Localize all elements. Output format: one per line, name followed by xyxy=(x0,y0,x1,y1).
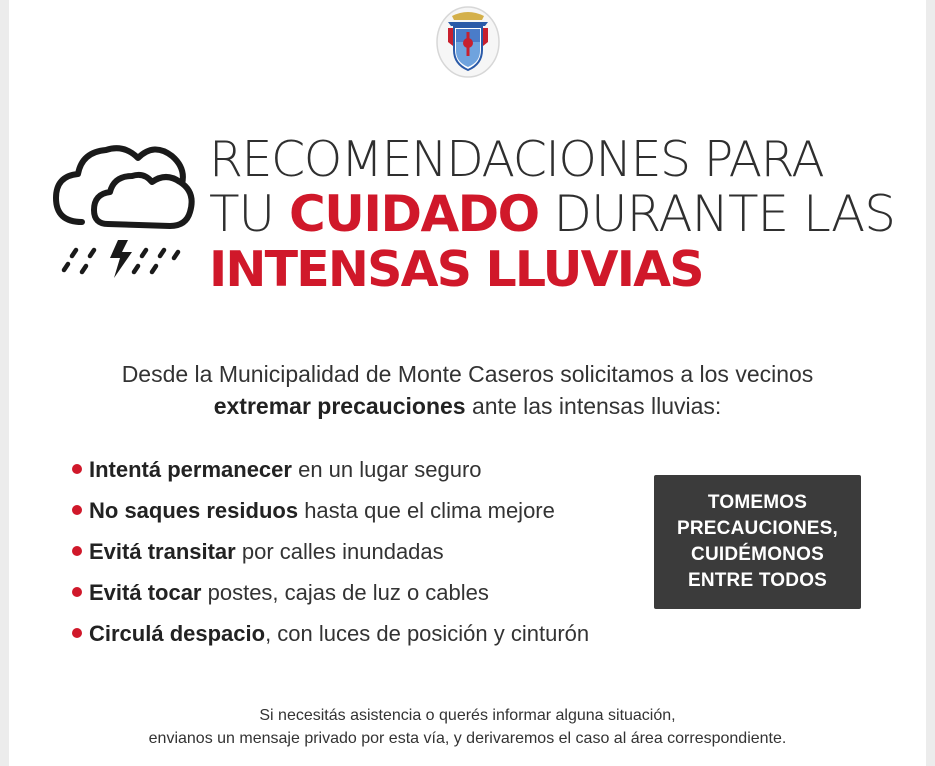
tip-text: , con luces de posición y cinturón xyxy=(265,621,590,646)
tip-item xyxy=(72,496,589,537)
tip-bold: No saques residuos xyxy=(89,498,299,523)
bullet-dot-icon xyxy=(72,587,82,597)
callout-line: PRECAUCIONES, xyxy=(677,518,838,539)
tip-text: hasta que el clima mejore xyxy=(298,498,555,523)
bullet-dot-icon xyxy=(72,505,82,515)
bullet-dot-icon xyxy=(72,546,82,556)
bullet-dot-icon xyxy=(72,628,82,638)
tips-list xyxy=(72,455,589,660)
headline-line-2-prefix: TU xyxy=(209,185,290,243)
tip-bold: Circulá despacio xyxy=(89,621,266,646)
intro-line-2 xyxy=(0,390,935,422)
bullet-dot-icon xyxy=(72,464,82,474)
storm-cloud-rain-icon xyxy=(48,132,196,292)
headline-line-1: RECOMENDACIONES PARA xyxy=(209,131,824,188)
footer-line-1: Si necesitás asistencia o querés informar alguna situación, xyxy=(259,707,676,724)
tip-item xyxy=(72,619,589,660)
footer-note xyxy=(0,704,935,750)
tip-bold: Evitá transitar xyxy=(89,539,236,564)
callout-line: TOMEMOS xyxy=(707,492,808,513)
tip-bold: Intentá permanecer xyxy=(89,457,292,482)
headline xyxy=(209,132,909,297)
tip-item xyxy=(72,455,589,496)
tip-item xyxy=(72,578,589,619)
headline-highlight: CUIDADO xyxy=(289,185,539,243)
callout-line: ENTRE TODOS xyxy=(687,570,828,591)
footer-line-2: envianos un mensaje privado por esta vía, y derivaremos el caso al área correspondiente. xyxy=(148,730,787,747)
headline-line-2-suffix: DURANTE LAS xyxy=(538,185,895,243)
tip-text: por calles inundadas xyxy=(235,539,444,564)
tip-item xyxy=(72,537,589,578)
intro-line-1: Desde la Municipalidad de Monte Caseros solicitamos a los vecinos xyxy=(121,361,814,387)
intro-text xyxy=(0,358,935,422)
tip-bold: Evitá tocar xyxy=(89,580,202,605)
tip-text: en un lugar seguro xyxy=(291,457,482,482)
intro-line-2-rest: ante las intensas lluvias: xyxy=(465,393,722,419)
tip-text: postes, cajas de luz o cables xyxy=(201,580,489,605)
intro-line-2-bold: extremar precauciones xyxy=(213,393,466,419)
headline-line-3: INTENSAS LLUVIAS xyxy=(209,241,703,298)
callout-line: CUIDÉMONOS xyxy=(691,544,824,565)
headline-line-2 xyxy=(209,187,909,242)
municipal-crest-icon xyxy=(436,6,500,78)
callout-box xyxy=(654,475,861,609)
